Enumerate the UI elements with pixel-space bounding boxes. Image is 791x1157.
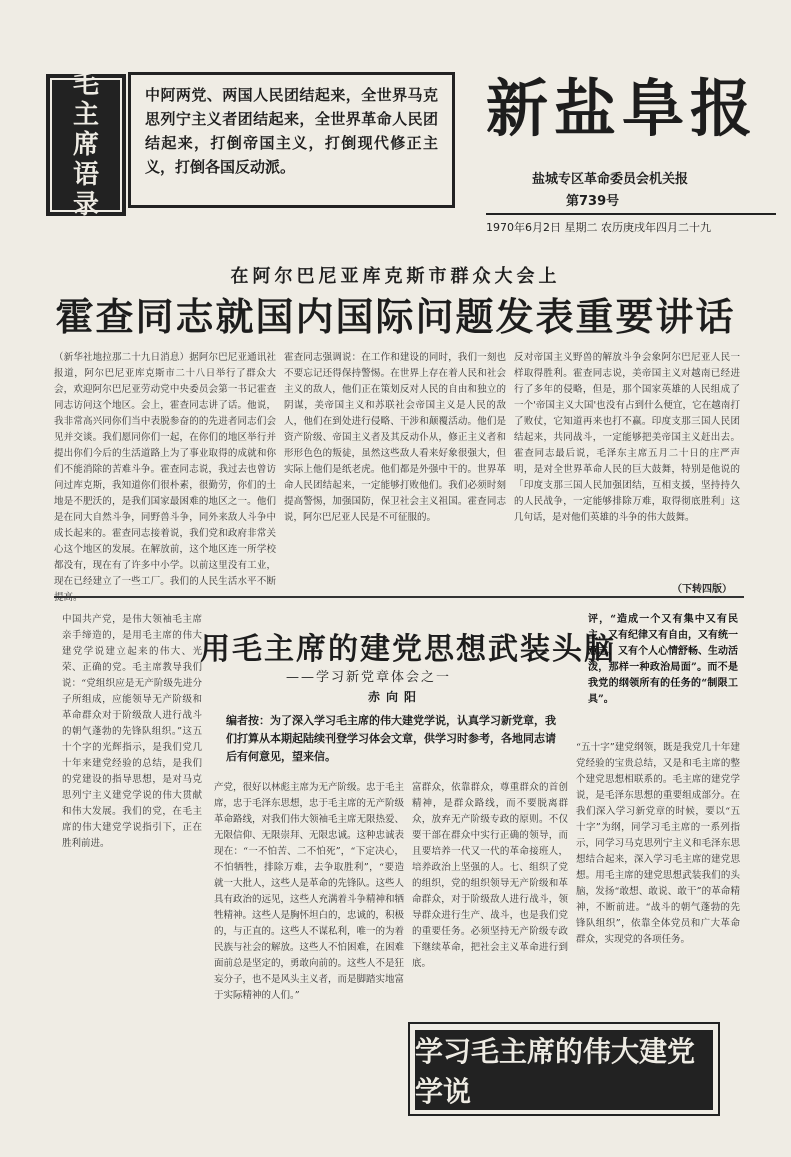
lead-headline: 霍查同志就国内国际问题发表重要讲话 [55, 295, 736, 339]
quote-label-char: 录 [72, 190, 99, 220]
section-divider [54, 596, 744, 598]
article-column-mid-right: 富群众，依靠群众，尊重群众的首创精神，是群众路线，而不要脱离群众，放弃无产阶级专政的原则。不仅要干部在群众中实行正确的领导，而且要培养一代又一代的革命接班人，培养政治上坚强的人。七、组织了党的组织，党的组织领导无产阶级和革命群众，对于阶级敌人进行战斗，领导群众进行生产、战斗，也是我们党的重要任务。必须坚持无产阶级专政下继续革命，把社会主义革命进行到底。 [412, 782, 568, 969]
article-subtitle: ——学习新党章体会之一 [286, 670, 452, 685]
quote-label-char: 毛 [72, 70, 99, 100]
article-author: 赤向阳 [368, 690, 423, 704]
article-column-mid-left: 产党，很好以林彪主席为无产阶级。忠于毛主席，忠于毛泽东思想，忠于毛主席的无产阶级革命路线，对我们伟大领袖毛主席无限热爱、无限信仰、无限崇拜、无限忠诚。这种忠诚表现在：“一不怕苦、二不怕死”，“下定决心，不怕牺牲，排除万难，去争取胜利”，“要造就一大批人，这些人是革命的先锋队。这些人具有政治的远见，这些人充满着斗争精神和牺牲精神。这些人是胸怀坦白的，忠诚的，积极的，与正直的。这些人不谋私利，唯一的为着民族与社会的解放。这些人不怕困难，在困难面前总是坚定的，勇敢向前的。这些人不是狂妄分子，也不是风头主义者，而是脚踏实地富于实际精神的人们。” [214, 782, 405, 1001]
continued-note: （下转四版） [672, 584, 732, 595]
editor-note: 编者按：为了深入学习毛主席的伟大建党学说，认真学习新党章，我们打算从本期起陆续刊登学习体会文章，供学习时参考，各地同志请后有何意见，望来信。 [226, 714, 556, 763]
quote-label-char: 主 [72, 100, 99, 130]
lead-kicker: 在阿尔巴尼亚库克斯市群众大会上 [230, 266, 561, 287]
dateline: 1970年6月2日 星期二 农历庚戌年四月二十九 [486, 213, 776, 235]
issue-number: 第739号 [566, 194, 620, 209]
publisher-line: 盐城专区革命委员会机关报 [532, 172, 689, 187]
side-column-left: 中国共产党，是伟大领袖毛主席亲手缔造的，是用毛主席的伟大建党学说建立起来的伟大、光荣、正确的党。毛主席教导我们说：“党组织应是无产阶级先进分子所组成，应能领导无产阶级和革命群众对于阶级敌人进行战斗的朝气蓬勃的先锋队组织。”这五十个字的光辉指示，是我们党几十年来建党经验的总结，是我们的党建设的指导思想，是对马克思列宁主义建党学说的伟大贯献和伟大发展。我们的党，在毛主席的伟大建党学说指引下，正在胜利前进。 [62, 614, 202, 849]
lead-column-1: （新华社地拉那二十九日消息）据阿尔巴尼亚通讯社报道，阿尔巴尼亚库克斯市二十八日举行了群众大会，欢迎阿尔巴尼亚劳动党中央委员会第一书记霍查同志访问这个地区。会上，霍查同志讲了话。他说，我非常高兴同你们当中表脱参奋的的先进者同志们会见并交谈。我们愿同你们一起，在你们的地区举行并提出你们今后的生活道路上为了事业取得的成就和你们不能消除的苦难斗争。霍查同志说，我过去也曾访问过库克斯，我知道你们很朴素，很勤劳，你们的土地是不肥沃的，是我们国家最困难的地区之一。他们是在同大自然斗争，同野兽斗争，同外来敌人斗争中成长起来的。霍查同志接着说，我们党和政府非常关心这个地区的发展。在解放前，这个地区连一所学校都没有，现在有了许多中小学。以前这里没有工业，现在已经建立了一些工厂。我们的人民生活水平不断 [54, 352, 276, 587]
quote-label-char: 席 [72, 130, 99, 160]
mao-quotation: 中阿两党、两国人民团结起来，全世界马克思列宁主义者团结起来，全世界革命人民团结起来，打倒帝国主义，打倒现代修正主义，打倒各国反动派。 [128, 72, 455, 208]
quotation-label [46, 70, 126, 220]
article-title: 用毛主席的建党思想武装头脑 [200, 632, 616, 667]
quote-label-char: 语 [72, 160, 99, 190]
slogan-banner [415, 1030, 713, 1110]
slogan-banner-text: 学习毛主席的伟大建党学说 [415, 1035, 696, 1108]
newspaper-masthead: 新盐阜报 [486, 72, 759, 145]
side-column-right-top: 评，“造成一个又有集中又有民主，又有纪律又有自由，又有统一意志、又有个人心情舒畅、生动活泼，那样一种政治局面”。而不是我党的纲领所有的任务的“制限工具”。 [588, 614, 738, 705]
lead-column-2: 霍查同志强调说：在工作和建设的同时，我们一刻也不要忘记还得保持警惕。在世界上存在着人民和社会主义的敌人，他们正在策划反对人民的自由和独立的阴谋，美帝国主义和苏联社会帝国主义是人民的敌人，他们在到处进行侵略、干涉和颠覆活动。他们是资产阶级、帝国主义者及其反动仆从，修正主义者和形形色色的叛徒，虽然这些敌人看来好象很强大，但实际上他们是纸老虎。他们都是外强中干的。世界革命人民团结起来，一定能够打败他们。我们必须时刻提高警惕，加强国防，保卫社会主义祖国。霍查同志说，阿尔巴尼亚人民是不可征服的。 [284, 352, 506, 523]
lead-column-3: 反对帝国主义野兽的解放斗争会象阿尔巴尼亚人民一样取得胜利。霍查同志说，美帝国主义对越南已经进行了多年的侵略，但是，那个国家英雄的人民组成了一个'帝国主义大国'也没有占到什么便宜，它在越南打了败仗，它知道再来也打不赢。印度支那三国人民团结起来，共同战斗，一定能够把美帝国主义赶出去。霍查同志最后说，毛泽东主席五月二十日的庄严声明，是对全世界革命人民的巨大鼓舞，特别是他说的「印度支那三国人民加强团结，互相支援，坚持持久的人民战争，一定能够排除万难，取得彻底胜利」这几句话，是对他们英雄的斗争的伟大鼓舞。 [514, 352, 740, 523]
side-column-right: “五十字”建党纲领，既是我党几十年建党经验的宝贵总结，又是和毛主席的整个建党思想相联系的。毛主席的建党学说，是毛泽东思想的重要组成部分。在我们深入学习新党章的时候，要以“五十字”为纲，同学习毛主席的一系列指示，同学习马克思列宁主义和毛泽东思想结合起来，深入学习毛主席的建党思想。用毛主席的建党思想武装我们的头脑，发扬“敢想、敢说、敢干”的革命精神，不断前进。“战斗的朝气蓬勃的先锋队组织”，依靠全体党员和广大革命群众，实现党的各项任务。 [576, 742, 740, 945]
